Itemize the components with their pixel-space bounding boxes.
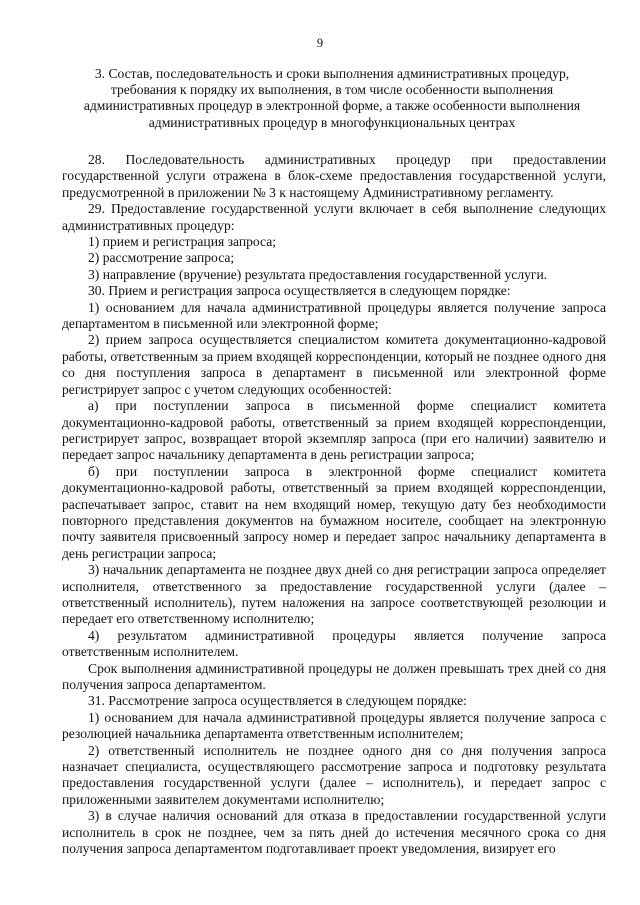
document-body <box>62 152 606 857</box>
list-item: 1) основанием для начала административной процедуры является получение запроса департаментом в письменной или электронной форме; <box>62 299 606 332</box>
list-item: 2) рассмотрение запроса; <box>88 250 235 266</box>
list-item: 3) начальник департамента не позднее двух дней со дня регистрации запроса определяет исполнителя, ответственного за предоставление государственной услуги (далее – ответственный исполнитель), путем наложения на запросе соответствующей резолюции и передает его ответственному исполнителю; <box>62 562 606 627</box>
list-item: 3) в случае наличия оснований для отказа в предоставлении государственной услуги исполнитель в срок не позднее, чем за пять дней до истечения месячного срока со дня получения запроса департаментом подготавливает проект уведомления, визирует его <box>62 808 606 857</box>
list-item: 4) результатом административной процедуры является получение запроса ответственным исполнителем. <box>62 627 606 660</box>
list-item: б) при поступлении запроса в электронной форме специалист комитета документационно-кадровой работы, ответственный за прием входящей корреспонденции, распечатывает запрос, ставит на нем входящий номер, текущую дату без необходимости повторного представления документов на бумажном носителе, сообщает на электронную почту заявителя присвоенный запросу номер и передает запрос начальнику департамента в день регистрации запроса; <box>62 463 606 561</box>
list-item: а) при поступлении запроса в письменной форме специалист комитета документационно-кадровой работы, ответственный за прием входящей корреспонденции, регистрирует запрос, возвращает второй экземпляр запроса (при его наличии) заявителю и передает запрос начальнику департамента в день регистрации запроса; <box>62 398 606 463</box>
list-item: 1) прием и регистрация запроса; <box>88 234 277 250</box>
section-heading: 3. Состав, последовательность и сроки выполнения административных процедур, требования к порядку их выполнения, в том числе особенности выполнения административных процедур в электронной форме, а также особенности выполнения административных процедур в многофункциональных центрах <box>83 66 581 130</box>
paragraph: 28. Последовательность административных процедур при предоставлении государственной услуги отражена в блок-схеме предоставления государственной услуги, предусмотренной в приложении № 3 к настоящему Административному регламенту. <box>62 152 606 200</box>
list-item: 2) ответственный исполнитель не позднее одного дня со дня получения запроса назначает специалиста, осуществляющего рассмотрение запроса и подготовку результата предоставления государственной услуги (далее – исполнитель), и передает запрос с приложенными заявителем документами исполнителю; <box>62 742 606 807</box>
page-number: 9 <box>316 36 324 50</box>
paragraph: Срок выполнения административной процедуры не должен превышать трех дней со дня получения запроса департаментом. <box>62 660 606 692</box>
list-item: 1) основанием для начала административной процедуры является получение запроса с резолюцией начальника департамента ответственным исполнителем; <box>62 709 606 742</box>
list-item: 2) прием запроса осуществляется специалистом комитета документационно-кадровой работы, ответственным за прием входящей корреспонденции, который не позднее одного дня со дня поступления запроса в департамент в письменной или электронной форме регистрирует запрос с учетом следующих особенностей: <box>62 332 606 397</box>
paragraph: 31. Рассмотрение запроса осуществляется в следующем порядке: <box>88 693 467 709</box>
paragraph: 30. Прием и регистрация запроса осуществляется в следующем порядке: <box>88 283 511 299</box>
paragraph: 29. Предоставление государственной услуги включает в себя выполнение следующих административных процедур: <box>62 201 606 233</box>
list-item: 3) направление (вручение) результата предоставления государственной услуги. <box>88 266 548 282</box>
